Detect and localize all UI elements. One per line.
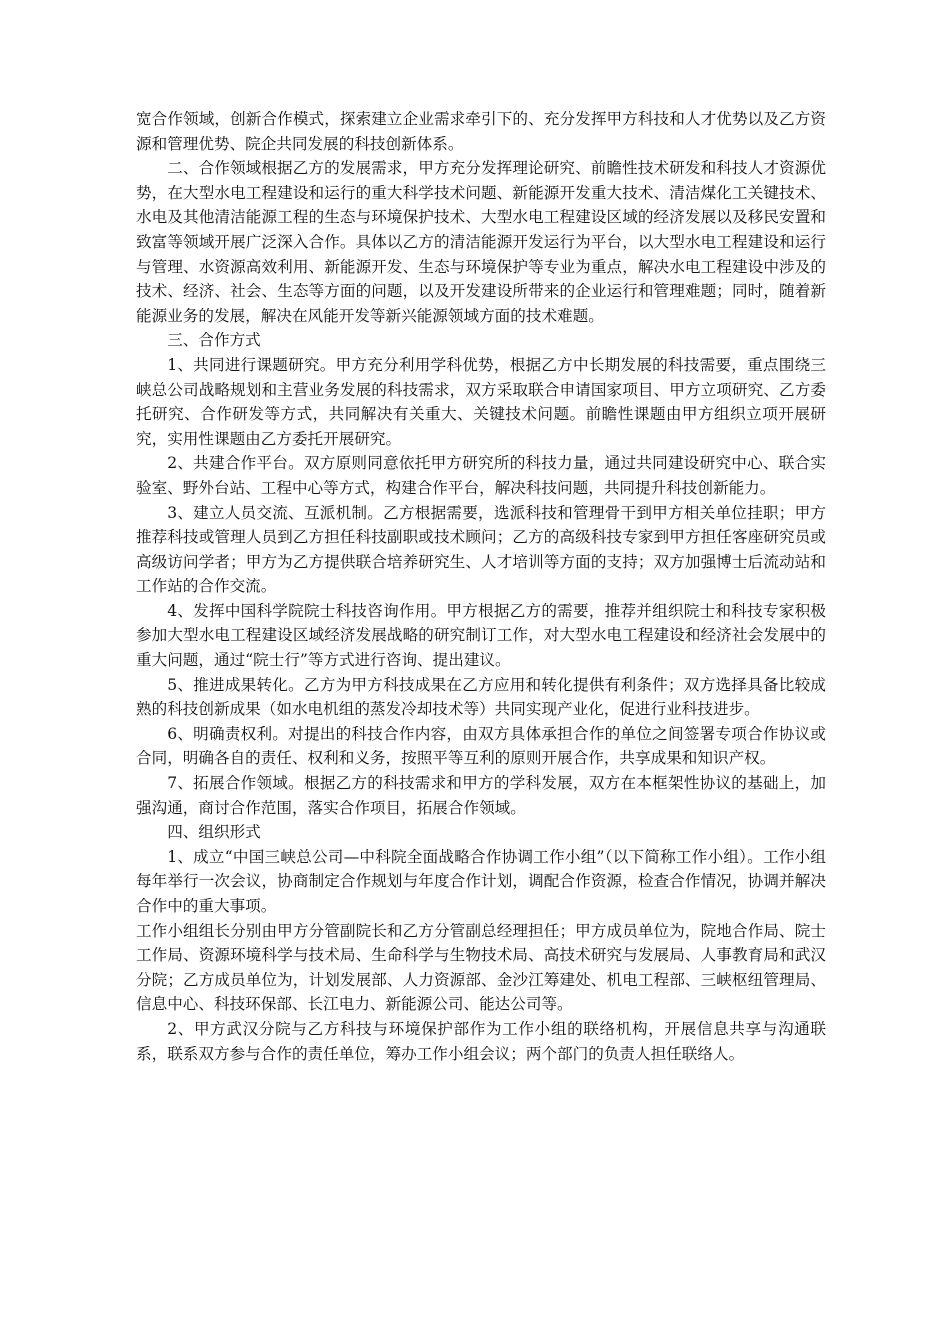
- paragraph-method-5: 5、推进成果转化。乙方为甲方科技成果在乙方应用和转化提供有利条件；双方选择具备比较成熟的科技创新成果（如水电机组的蒸发冷却技术等）共同实现产业化，促进行业科技进步。: [136, 675, 826, 719]
- paragraph-method-6: 6、明确责权利。对提出的科技合作内容，由双方具体承担合作的单位之间签署专项合作协议或合同，明确各自的责任、权利和义务，按照平等互利的原则开展合作，共享成果和知识产权。: [136, 724, 826, 768]
- section-heading-cooperation-methods: 三、合作方式: [167, 331, 261, 350]
- paragraph-organization-2: 2、甲方武汉分院与乙方科技与环境保护部作为工作小组的联络机构，开展信息共享与沟通联系，联系双方参与合作的责任单位，筹办工作小组会议；两个部门的负责人担任联络人。: [136, 1019, 826, 1063]
- paragraph-method-7: 7、拓展合作领域。根据乙方的科技需求和甲方的学科发展，双方在本框架性协议的基础上，加强沟通，商讨合作范围，落实合作项目，拓展合作领域。: [136, 774, 826, 817]
- paragraph-method-3: 3、建立人员交流、互派机制。乙方根据需要，选派科技和管理骨干到甲方相关单位挂职；甲方推荐科技或管理人员到乙方担任科技副职或技术顾问；乙方的高级科技专家到甲方担任客座研究员或高级访问学者；甲方为乙方提供联合培养研究生、人才培训等方面的支持；双方加强博士后流动站和工作站的合作交流。: [136, 503, 826, 596]
- paragraph-working-group-members: 工作小组组长分别由甲方分管副院长和乙方分管副总经理担任；甲方成员单位为，院地合作局、院士工作局、资源环境科学与技术局、生命科学与生物技术局、高技术研究与发展局、人事教育局和武汉分院；乙方成员单位为，计划发展部、人力资源部、金沙江筹建处、机电工程部、三峡枢纽管理局、信息中心、科技环保部、长江电力、新能源公司、能达公司等。: [136, 921, 826, 1014]
- paragraph-method-2: 2、共建合作平台。双方原则同意依托甲方研究所的科技力量，通过共同建设研究中心、联合实验室、野外台站、工程中心等方式，构建合作平台，解决科技问题，共同提升科技创新能力。: [136, 454, 826, 497]
- section-heading-organization: 四、组织形式: [167, 823, 261, 842]
- paragraph-intro-continuation: 宽合作领域，创新合作模式，探索建立企业需求牵引下的、充分发挥甲方科技和人才优势以及乙方资源和管理优势、院企共同发展的科技创新体系。: [136, 110, 826, 153]
- document-body: [136, 107, 826, 1066]
- paragraph-method-1: 1、共同进行课题研究。甲方充分利用学科优势，根据乙方中长期发展的科技需要，重点围绕三峡总公司战略规划和主营业务发展的科技需求，双方采取联合申请国家项目、甲方立项研究、乙方委托研究、合作研发等方式，共同解决有关重大、关键技术问题。前瞻性课题由甲方组织立项开展研究，实用性课题由乙方委托开展研究。: [136, 355, 826, 448]
- paragraph-cooperation-areas: 二、合作领域根据乙方的发展需求，甲方充分发挥理论研究、前瞻性技术研发和科技人才资源优势，在大型水电工程建设和运行的重大科学技术问题、新能源开发重大技术、清洁煤化工关键技术、水电及其他清洁能源工程的生态与环境保护技术、大型水电工程建设区域的经济发展以及移民安置和致富等领域开展广泛深入合作。具体以乙方的清洁能源开发运行为平台，以大型水电工程建设和运行与管理、水资源高效利用、新能源开发、生态与环境保护等专业为重点，解决水电工程建设中涉及的技术、经济、社会、生态等方面的问题，以及开发建设所带来的企业运行和管理难题；同时，随着新能源业务的发展，解决在风能开发等新兴能源领域方面的技术难题。: [136, 159, 826, 325]
- paragraph-organization-1: 1、成立“中国三峡总公司—中科院全面战略合作协调工作小组”（以下简称工作小组）。工作小组每年举行一次会议，协商制定合作规划与年度合作计划，调配合作资源，检查合作情况，协调并解决合作中的重大事项。: [136, 847, 826, 915]
- paragraph-method-4: 4、发挥中国科学院院士科技咨询作用。甲方根据乙方的需要，推荐并组织院士和科技专家积极参加大型水电工程建设区域经济发展战略的研究制订工作，对大型水电工程建设和经济社会发展中的重大问题，通过“院士行”等方式进行咨询、提出建议。: [136, 601, 826, 670]
